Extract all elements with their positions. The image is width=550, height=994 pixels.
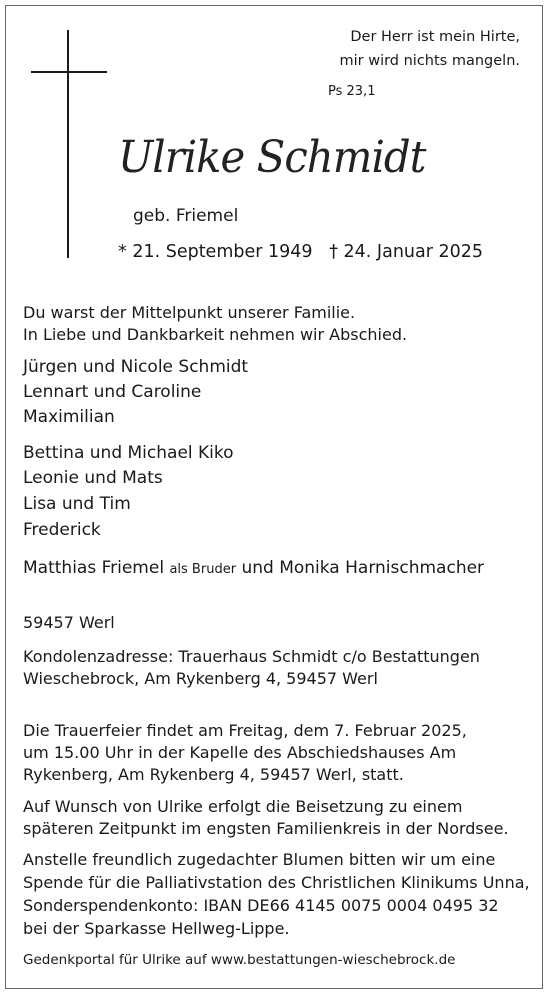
burial-line: späteren Zeitpunkt im engsten Familienkreis in der Nordsee. bbox=[23, 819, 509, 838]
family-member: Jürgen und Nicole Schmidt bbox=[23, 357, 249, 377]
family-member: Frederick bbox=[23, 520, 101, 540]
burial-line: Auf Wunsch von Ulrike erfolgt die Beisetzung zu einem bbox=[23, 797, 463, 816]
family-member-line bbox=[23, 556, 484, 582]
funeral-line: Die Trauerfeier findet am Freitag, dem 7. Februar 2025, bbox=[23, 721, 467, 740]
family-member-partner: und Monika Harnischmacher bbox=[241, 558, 485, 578]
city-line: 59457 Werl bbox=[23, 613, 115, 632]
condolence-address-2: Wieschebrock, Am Rykenberg 4, 59457 Werl bbox=[23, 669, 378, 688]
family-member-brother: Matthias Friemel bbox=[23, 558, 165, 578]
family-member: Lennart und Caroline bbox=[23, 382, 202, 402]
psalm-line-2: mir wird nichts mangeln. bbox=[339, 53, 520, 69]
intro-line-2: In Liebe und Dankbarkeit nehmen wir Abschied. bbox=[23, 325, 408, 344]
relation-note: als Bruder bbox=[169, 562, 237, 577]
funeral-line: Rykenberg, Am Rykenberg 4, 59457 Werl, statt. bbox=[23, 765, 404, 784]
psalm-reference: Ps 23,1 bbox=[328, 84, 376, 99]
intro-line-1: Du warst der Mittelpunkt unserer Familie. bbox=[23, 303, 356, 322]
deceased-name: Ulrike Schmidt bbox=[118, 132, 426, 183]
donation-line: Sonderspendenkonto: IBAN DE66 4145 0075 0004 0495 32 bbox=[23, 896, 499, 915]
birth-name: geb. Friemel bbox=[133, 206, 239, 226]
psalm-line-1: Der Herr ist mein Hirte, bbox=[350, 29, 520, 45]
family-member: Leonie und Mats bbox=[23, 468, 163, 488]
cross-icon-horizontal bbox=[31, 71, 107, 73]
family-member: Maximilian bbox=[23, 407, 115, 427]
family-member: Lisa und Tim bbox=[23, 494, 131, 514]
funeral-line: um 15.00 Uhr in der Kapelle des Abschiedshauses Am bbox=[23, 743, 457, 762]
donation-line: Spende für die Palliativstation des Christlichen Klinikums Unna, bbox=[23, 873, 530, 892]
condolence-address-1: Kondolenzadresse: Trauerhaus Schmidt c/o Bestattungen bbox=[23, 647, 480, 666]
donation-line: Anstelle freundlich zugedachter Blumen bitten wir um eine bbox=[23, 850, 496, 869]
life-dates: * 21. September 1949 † 24. Januar 2025 bbox=[118, 242, 484, 262]
donation-line: bei der Sparkasse Hellweg-Lippe. bbox=[23, 919, 290, 938]
cross-icon-vertical bbox=[67, 30, 69, 258]
family-member: Bettina und Michael Kiko bbox=[23, 443, 234, 463]
memorial-portal-link[interactable]: Gedenkportal für Ulrike auf www.bestattungen-wieschebrock.de bbox=[23, 952, 456, 968]
